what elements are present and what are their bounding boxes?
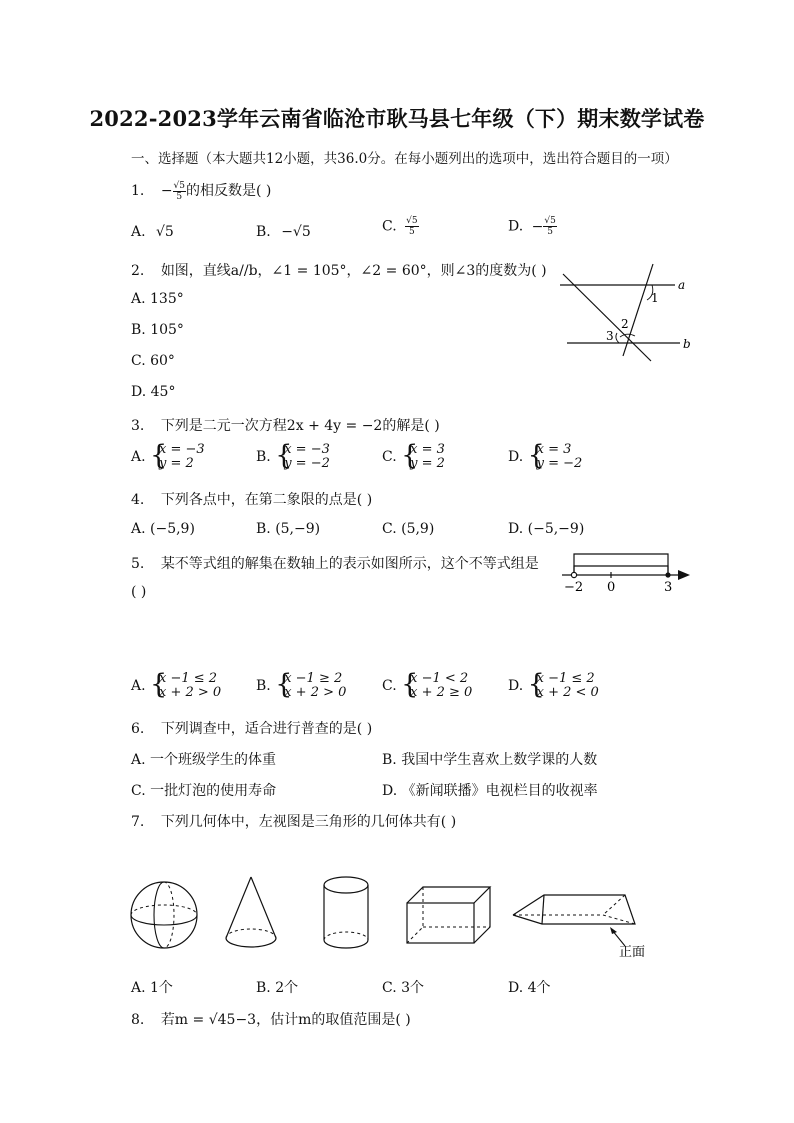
question-number: 5. [131, 556, 145, 572]
option-letter: C. [382, 218, 397, 235]
front-label: 正面 [619, 945, 646, 960]
inequality-line: x + 2 > 0 [159, 685, 222, 700]
option-c[interactable] [382, 216, 419, 237]
option-d[interactable]: D. (−5,−9) [508, 521, 585, 537]
option-d[interactable]: D. 45° [131, 384, 176, 400]
option-letter: B. [256, 678, 271, 694]
question-number: 3. [131, 418, 145, 434]
angle-2-arc [620, 334, 635, 337]
option-letter: C. [382, 449, 397, 465]
option-b[interactable]: B. (5,−9) [256, 521, 321, 537]
inequality-line: x + 2 < 0 [536, 685, 599, 700]
cylinder-shape [324, 877, 368, 948]
solution-range-upper [574, 554, 668, 575]
equation-line: y = −2 [536, 456, 583, 471]
solids-figure [125, 868, 665, 968]
option-c[interactable]: C. 3个 [382, 980, 425, 996]
question-text: 下列调查中，适合进行普查的是( ) [160, 721, 373, 737]
option-letter: A. [131, 678, 146, 694]
question-5 [131, 553, 539, 573]
option-a[interactable]: A. 135° [131, 291, 184, 307]
question-2 [131, 260, 547, 280]
question-text: 如图，直线a//b，∠1 = 105°，∠2 = 60°，则∠3的度数为( ) [160, 263, 547, 279]
transversal-1 [623, 264, 653, 356]
inequality-system [527, 669, 599, 700]
tick-label: 3 [664, 580, 673, 595]
question-minus: − [160, 183, 173, 199]
question-text: 下列几何体中，左视图是三角形的几何体共有( ) [160, 814, 457, 830]
triangular-prism-shape [513, 895, 635, 924]
fraction-numerator: √5 [173, 180, 186, 191]
option-value: √5 [156, 224, 174, 240]
fraction [173, 181, 186, 202]
brace: { [401, 669, 419, 700]
brace: { [150, 440, 168, 471]
axis-arrow [678, 570, 690, 580]
equation-line: x = 3 [410, 442, 445, 457]
equation-system [527, 440, 583, 471]
question-number: 8. [131, 1012, 145, 1028]
label-angle-1: 1 [651, 291, 659, 305]
page-title: 2022-2023学年云南省临沧市耿马县七年级（下）期末数学试卷 [89, 106, 705, 131]
inequality-line: x + 2 > 0 [284, 685, 347, 700]
question-text: 的相反数是( ) [186, 183, 272, 199]
inequality-line: x −1 ≥ 2 [284, 671, 343, 686]
question-number: 2. [131, 263, 145, 279]
fraction-denominator: 5 [408, 227, 415, 237]
equation-line: y = 2 [159, 456, 194, 471]
option-letter: C. [382, 678, 397, 694]
label-b: b [683, 337, 691, 351]
option-a[interactable]: A. (−5,9) [131, 521, 195, 537]
fraction [543, 216, 556, 237]
option-letter: D. [508, 678, 524, 694]
option-c[interactable]: C. 60° [131, 353, 175, 369]
number-line-figure [558, 545, 698, 597]
option-b[interactable] [256, 224, 311, 240]
fraction-numerator: √5 [544, 216, 556, 226]
fraction-denominator: 5 [547, 227, 553, 237]
option-c[interactable] [382, 440, 445, 471]
brace: { [401, 440, 419, 471]
brace: { [275, 440, 293, 471]
front-arrow-icon [610, 927, 625, 946]
equation-line: x = −3 [159, 442, 205, 457]
option-a[interactable]: A. 一个班级学生的体重 [131, 752, 277, 768]
option-d[interactable] [508, 216, 557, 237]
option-d[interactable]: D. 4个 [508, 980, 551, 996]
option-a[interactable]: A. 1个 [131, 980, 173, 996]
option-c[interactable] [382, 669, 473, 700]
option-letter: D. [508, 449, 524, 465]
inequality-line: x + 2 ≥ 0 [410, 685, 473, 700]
question-number: 1. [131, 183, 145, 199]
question-1 [131, 180, 271, 202]
question-paren: ( ) [131, 584, 147, 600]
tick-label: 0 [607, 580, 616, 595]
option-letter: B. [256, 449, 271, 465]
transversal-2 [563, 274, 651, 361]
option-letter: B. [256, 224, 271, 240]
closed-point [665, 572, 670, 577]
question-6 [131, 718, 372, 738]
brace: { [150, 669, 168, 700]
option-b[interactable]: B. 我国中学生喜欢上数学课的人数 [382, 752, 598, 768]
question-4 [131, 489, 372, 509]
option-b[interactable] [256, 669, 347, 700]
equation-line: x = −3 [284, 442, 330, 457]
option-value: −√5 [281, 224, 311, 240]
option-letter: A. [131, 449, 146, 465]
open-point [571, 572, 576, 577]
fraction-denominator: 5 [176, 191, 183, 202]
tick-label: −2 [564, 580, 584, 595]
option-b[interactable]: B. 105° [131, 322, 184, 338]
fraction-numerator: √5 [406, 216, 418, 226]
option-d[interactable]: D. 《新闻联播》电视栏目的收视率 [382, 783, 598, 799]
section-heading: 一、选择题（本大题共12小题，共36.0分。在每小题列出的选项中，选出符合题目的一项） [131, 151, 678, 167]
equation-line: x = 3 [536, 442, 572, 457]
cone-shape [226, 877, 276, 947]
brace: { [275, 669, 293, 700]
inequality-line: x −1 ≤ 2 [536, 671, 595, 686]
brace: { [527, 669, 545, 700]
inequality-system [401, 669, 473, 700]
question-7 [131, 811, 456, 831]
option-a[interactable] [131, 224, 174, 240]
sphere-shape [131, 882, 197, 948]
option-d[interactable] [508, 669, 599, 700]
option-b[interactable] [256, 440, 330, 471]
question-number: 4. [131, 492, 145, 508]
option-minus: − [531, 218, 544, 235]
equation-line: y = 2 [410, 456, 445, 471]
angle-3-arc [616, 333, 619, 343]
option-b[interactable]: B. 2个 [256, 980, 299, 996]
inequality-system [275, 669, 347, 700]
question-8 [131, 1009, 411, 1029]
option-letter: D. [508, 218, 524, 235]
solution-range-lower [574, 566, 668, 575]
brace: { [527, 440, 545, 471]
equation-system [401, 440, 445, 471]
parallel-lines-figure [555, 258, 705, 368]
fraction [405, 216, 418, 237]
equation-system [150, 440, 205, 471]
question-number: 7. [131, 814, 145, 830]
label-angle-3: 3 [606, 329, 614, 343]
question-text: 某不等式组的解集在数轴上的表示如图所示，这个不等式组是 [160, 556, 539, 572]
equation-system [275, 440, 330, 471]
question-3 [131, 415, 440, 435]
inequality-system [150, 669, 222, 700]
cuboid-shape [407, 887, 490, 943]
inequality-line: x −1 < 2 [410, 671, 469, 686]
equation-line: y = −2 [284, 456, 330, 471]
option-a[interactable] [131, 440, 205, 471]
question-text: 若m = √45−3，估计m的取值范围是( ) [160, 1012, 411, 1028]
inequality-line: x −1 ≤ 2 [159, 671, 218, 686]
question-number: 6. [131, 721, 145, 737]
question-text: 下列是二元一次方程2x + 4y = −2的解是( ) [160, 418, 440, 434]
option-letter: A. [131, 224, 146, 240]
question-text: 下列各点中，在第二象限的点是( ) [160, 492, 373, 508]
option-d[interactable] [508, 440, 583, 471]
option-c[interactable]: C. 一批灯泡的使用寿命 [131, 783, 277, 799]
label-angle-2: 2 [621, 317, 629, 331]
option-c[interactable]: C. (5,9) [382, 521, 435, 537]
label-a: a [678, 278, 686, 292]
option-a[interactable] [131, 669, 222, 700]
